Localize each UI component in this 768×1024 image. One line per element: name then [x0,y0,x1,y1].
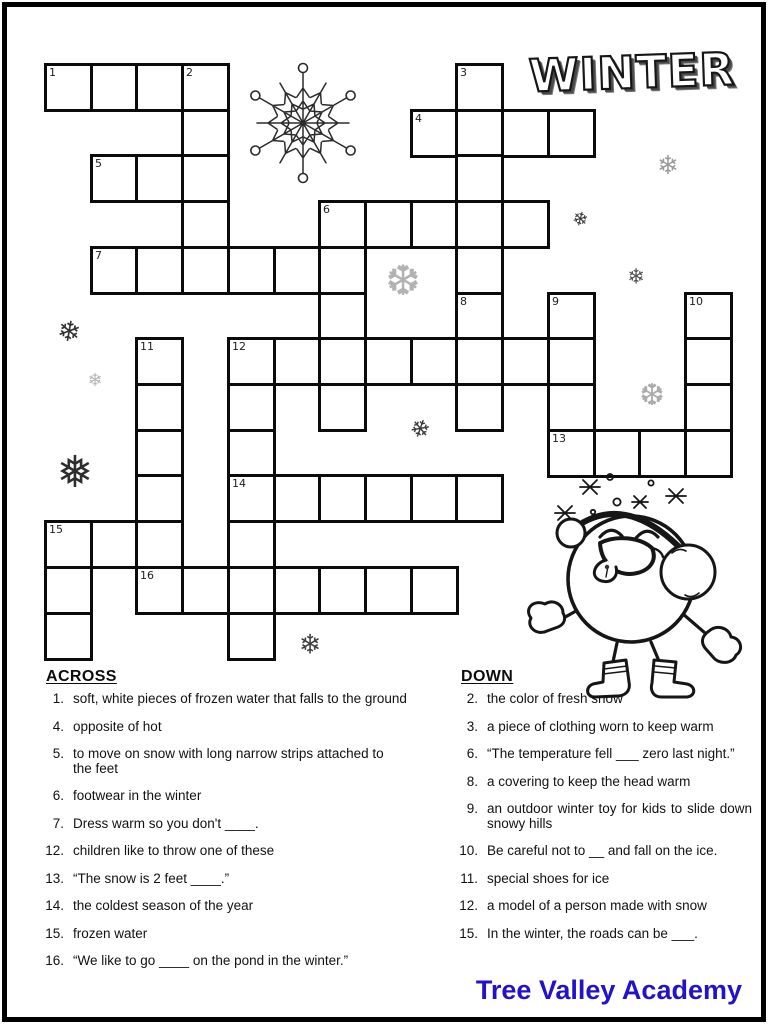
clue-item [40,927,450,942]
crossword-cell[interactable] [318,292,367,341]
crossword-cell[interactable] [90,63,139,112]
crossword-cell[interactable] [684,383,733,432]
snowflake-icon: ❄ [87,370,103,391]
cell-number: 6 [323,203,330,216]
crossword-cell[interactable] [455,474,504,523]
crossword-cell[interactable] [90,520,139,569]
clue-item [40,954,450,969]
clue-number: 16. [45,953,64,968]
clue-number: 7. [52,815,64,831]
crossword-cell[interactable] [90,154,139,203]
clue-text: soft, white pieces of frozen water that falls to the ground [73,691,407,706]
clue-item [40,692,450,707]
crossword-cell[interactable] [227,474,276,523]
crossword-cell[interactable] [410,200,459,249]
crossword-cell[interactable] [547,337,596,386]
clue-text: the color of fresh snow [487,691,623,706]
cell-number: 13 [552,432,566,445]
cell-number: 12 [232,340,246,353]
clue-item [40,789,450,804]
snowflake-icon: ❄ [405,412,435,446]
crossword-cell[interactable] [273,474,322,523]
across-clue-list [40,692,450,982]
crossword-cell[interactable] [455,383,504,432]
crossword-cell[interactable] [181,246,230,295]
crossword-cell[interactable] [501,109,550,158]
snowball-character-svg [513,467,765,719]
crossword-cell[interactable] [227,383,276,432]
crossword-cell[interactable] [318,246,367,295]
clue-item [40,720,450,735]
crossword-cell[interactable] [501,200,550,249]
clue-text: special shoes for ice [487,870,610,886]
snowflake-icon: ❄ [298,629,322,661]
clue-text: “The temperature fell ___ zero last night.” [487,746,735,761]
snowball-character [513,467,765,724]
clue-item [40,872,450,887]
clue-item [452,927,752,942]
clue-item [452,775,752,790]
clue-number: 2. [466,691,478,706]
cell-number: 11 [140,340,154,353]
crossword-cell[interactable] [135,337,184,386]
crossword-cell[interactable] [135,429,184,478]
clue-number: 14. [45,898,64,913]
crossword-cell[interactable] [455,246,504,295]
clue-item [40,817,450,832]
cell-number: 14 [232,477,246,490]
crossword-cell[interactable] [273,337,322,386]
crossword-cell[interactable] [227,429,276,478]
clue-number: 10. [459,843,478,858]
clue-number: 6. [466,746,478,761]
clue-number: 12. [45,843,64,858]
clue-number: 9. [466,801,478,816]
crossword-cell[interactable] [455,154,504,203]
crossword-cell[interactable] [44,520,93,569]
crossword-cell[interactable] [227,520,276,569]
cell-number: 5 [95,157,102,170]
clue-text: a piece of clothing worn to keep warm [487,718,714,734]
crossword-cell[interactable] [547,109,596,158]
clue-item [452,844,752,859]
crossword-cell[interactable] [181,200,230,249]
crossword-cell[interactable] [410,337,459,386]
clue-number: 1. [52,691,64,706]
crossword-cell[interactable] [455,292,504,341]
clue-text: frozen water [73,925,148,941]
crossword-cell[interactable] [135,63,184,112]
crossword-cell[interactable] [181,154,230,203]
snowflake-icon: ❄ [569,206,591,233]
crossword-cell[interactable] [227,566,276,615]
credit-wordmark: Tree Valley Academy [475,975,742,1005]
clue-item [452,802,752,831]
clue-text: a model of a person made with snow [487,898,707,913]
crossword-cell[interactable] [90,246,139,295]
cell-number: 2 [186,66,193,79]
crossword-cell[interactable] [455,63,504,112]
crossword-cell[interactable] [684,337,733,386]
down-heading: DOWN [461,668,514,685]
crossword-cell[interactable] [135,474,184,523]
right-mitten [702,627,740,662]
crossword-cell[interactable] [227,337,276,386]
clue-item [452,872,752,887]
crossword-cell[interactable] [318,200,367,249]
crossword-cell[interactable] [455,337,504,386]
clue-item [452,747,752,762]
clue-item [452,692,752,707]
right-earmuff [661,545,715,599]
clue-number: 5. [52,746,64,761]
clue-number: 3. [466,718,478,734]
clue-text: a covering to keep the head warm [487,773,691,789]
crossword-cell[interactable] [181,63,230,112]
across-heading: ACROSS [46,668,117,685]
clue-text: “The snow is 2 feet ____.” [73,870,230,886]
cell-number: 16 [140,569,154,582]
crossword-cell[interactable] [318,383,367,432]
clue-text: In the winter, the roads can be ___. [487,925,698,941]
clue-item [452,899,752,914]
crossword-cell[interactable] [135,566,184,615]
clue-item [40,747,450,776]
crossword-cell[interactable] [44,612,93,661]
crossword-cell[interactable] [455,200,504,249]
clue-text: opposite of hot [73,718,162,734]
crossword-cell[interactable] [410,566,459,615]
clue-text: Be careful not to __ and fall on the ice. [487,843,718,858]
cell-number: 10 [689,295,703,308]
clue-text: children like to throw one of these [73,843,275,858]
cell-number: 8 [460,295,467,308]
crossword-cell[interactable] [364,337,413,386]
crossword-cell[interactable] [135,520,184,569]
crossword-cell[interactable] [501,337,550,386]
down-clue-list [452,692,752,954]
crossword-cell[interactable] [318,474,367,523]
snowflake-icon: ❆ [385,256,421,305]
cell-number: 7 [95,249,102,262]
crossword-cell[interactable] [44,566,93,615]
clue-number: 15. [45,925,64,941]
crossword-cell[interactable] [364,474,413,523]
cell-number: 9 [552,295,559,308]
snowflake-icon: ❆ [639,378,665,413]
crossword-cell[interactable] [273,246,322,295]
clue-text: “We like to go ____ on the pond in the winter.” [73,953,349,968]
crossword-cell[interactable] [318,566,367,615]
clue-number: 13. [45,870,64,886]
crossword-cell[interactable] [318,337,367,386]
crossword-cell[interactable] [410,109,459,158]
snowflake-icon: ❄ [54,313,84,350]
cell-number: 4 [415,112,422,125]
left-mitten [529,602,565,632]
crossword-cell[interactable] [410,474,459,523]
clue-item [452,720,752,735]
cell-number: 1 [49,66,56,79]
clue-number: 11. [460,870,478,886]
large-snowflake-icon [240,60,366,191]
clue-item [40,899,450,914]
crossword-cell[interactable] [135,383,184,432]
left-earmuff [557,519,585,547]
clue-number: 12. [459,898,478,913]
cell-number: 15 [49,523,63,536]
crossword-cell[interactable] [44,63,93,112]
crossword-cell[interactable] [135,154,184,203]
page-title: WINTER [528,42,736,103]
cell-number: 3 [460,66,467,79]
clue-text: the coldest season of the year [73,898,254,913]
crossword-cell[interactable] [364,566,413,615]
crossword-cell[interactable] [547,292,596,341]
clue-item [40,844,450,859]
clue-number: 4. [52,718,64,734]
snowflake-icon: ❄ [627,264,645,289]
clue-text: an outdoor winter toy for kids to slide down snowy hills [487,801,752,831]
snowflake-icon: ❄ [657,151,679,181]
snowflake-icon: ❅ [56,447,94,498]
crossword-cell[interactable] [684,292,733,341]
crossword-cell[interactable] [273,566,322,615]
crossword-cell[interactable] [547,383,596,432]
large-snowflake-svg [240,60,366,186]
crossword-cell[interactable] [181,109,230,158]
crossword-cell[interactable] [364,200,413,249]
crossword-cell[interactable] [227,612,276,661]
crossword-cell[interactable] [135,246,184,295]
crossword-cell[interactable] [455,109,504,158]
clue-number: 15. [459,925,478,941]
crossword-cell[interactable] [181,566,230,615]
clue-number: 8. [466,773,478,789]
clue-text: to move on snow with long narrow strips attached to the feet [73,746,384,776]
clue-number: 6. [52,788,64,803]
crossword-cell[interactable] [227,246,276,295]
clue-text: Dress warm so you don't ____. [73,815,259,831]
clue-text: footwear in the winter [73,788,202,803]
